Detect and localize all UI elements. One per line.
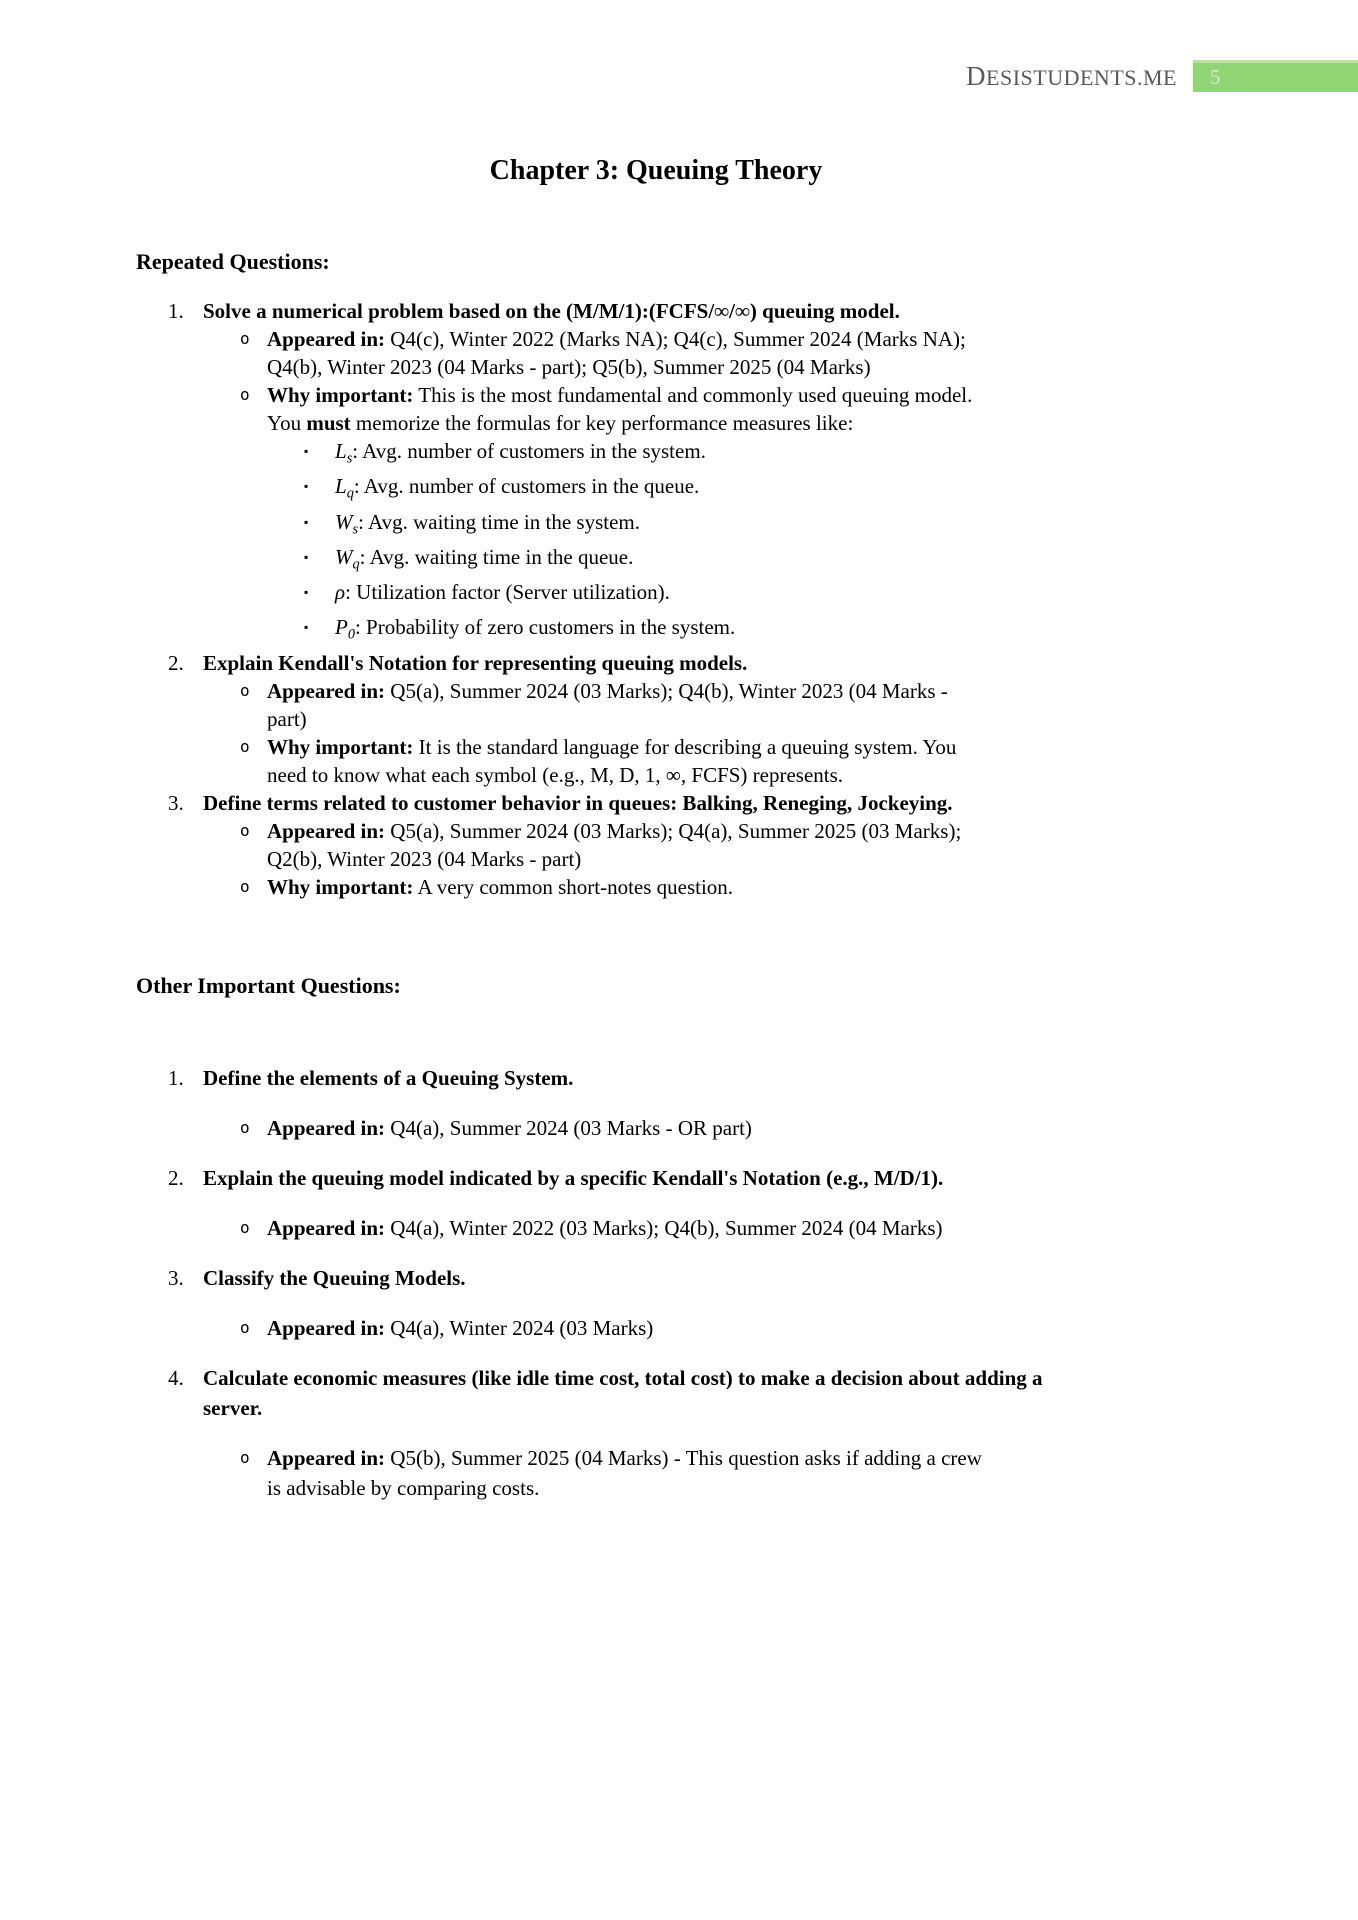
question-body	[203, 1063, 1075, 1163]
site-name: DESISTUDENTS.ME	[966, 60, 1177, 91]
formula-description: : Avg. waiting time in the queue.	[359, 544, 634, 569]
circle-bullet-icon: o	[240, 1217, 250, 1237]
question-title: Define the elements of a Queuing System.	[203, 1065, 574, 1090]
appeared-bullet	[203, 1443, 1075, 1503]
question-number: 2.	[168, 650, 184, 675]
formula-description: : Probability of zero customers in the system.	[354, 615, 736, 640]
formula-subscript: s	[352, 520, 359, 537]
appeared-bullet	[203, 1313, 1075, 1343]
section-heading-repeated-questions: Repeated Questions:	[136, 249, 330, 274]
circle-bullet-icon: o	[240, 1447, 250, 1467]
square-bullet-icon: ▪	[304, 514, 309, 529]
appeared-text	[267, 1313, 991, 1343]
square-bullet-icon: ▪	[304, 585, 309, 600]
appeared-value: Q5(b), Summer 2025 (04 Marks) - This question asks if adding a crew is advisable by comparing costs.	[267, 1445, 982, 1500]
question-item-1	[136, 297, 1358, 649]
circle-bullet-icon: o	[240, 876, 250, 896]
formula-symbol: L	[335, 439, 347, 463]
appeared-label: Appeared in:	[267, 1115, 386, 1140]
appeared-text	[267, 677, 973, 733]
why-label: Why important:	[267, 874, 414, 899]
question-title: Solve a numerical problem based on the (M/M/1):(FCFS/∞/∞) queuing model.	[203, 299, 900, 323]
question-item-3	[136, 789, 1358, 901]
appeared-label: Appeared in:	[267, 327, 386, 351]
appeared-bullet	[203, 1113, 1075, 1143]
appeared-bullet	[203, 677, 1075, 733]
formula-text	[335, 543, 633, 578]
why-bullet	[203, 873, 1075, 901]
appeared-bullet	[203, 817, 1075, 873]
appeared-text	[267, 1113, 991, 1143]
formula-text	[335, 613, 735, 648]
formula-description: : Avg. number of customers in the queue.	[353, 474, 700, 499]
question-body	[203, 1263, 1075, 1363]
why-text	[267, 873, 973, 901]
appeared-text	[267, 1213, 991, 1243]
appeared-label: Appeared in:	[267, 678, 386, 703]
appeared-value: Q4(a), Summer 2024 (03 Marks - OR part)	[385, 1115, 752, 1140]
question-item-2	[136, 1163, 1358, 1263]
formula-item-lq	[203, 472, 1075, 507]
square-bullet-icon: ▪	[304, 479, 309, 494]
formula-symbol: ρ	[335, 580, 346, 605]
formula-item-wq	[203, 543, 1075, 578]
circle-bullet-icon: o	[240, 1117, 250, 1137]
question-number: 2.	[168, 1165, 184, 1190]
section-heading-other-important-questions: Other Important Questions:	[136, 972, 401, 998]
formula-symbol: P	[335, 615, 348, 640]
question-body	[203, 297, 1075, 649]
question-item-2	[136, 649, 1358, 789]
appeared-value: Q4(c), Winter 2022 (Marks NA); Q4(c), Summer 2024 (Marks NA); Q4(b), Winter 2023 (04 Marks - part); Q5(b), Summer 2025 (04 Marks)	[267, 327, 966, 379]
why-label: Why important:	[267, 383, 414, 407]
formula-symbol: L	[335, 474, 347, 499]
circle-bullet-icon: o	[240, 1317, 250, 1337]
formula-description: : Avg. number of customers in the system.	[352, 439, 706, 463]
why-bullet	[203, 733, 1075, 789]
formula-text	[335, 472, 699, 507]
appeared-label: Appeared in:	[267, 1445, 386, 1470]
other-questions-list	[136, 1063, 1358, 1523]
formula-item-ws	[203, 508, 1075, 543]
why-value: A very common short-notes question.	[413, 874, 734, 899]
question-number: 3.	[168, 790, 184, 815]
question-body	[203, 1163, 1075, 1263]
question-item-1	[136, 1063, 1358, 1163]
question-body	[203, 789, 1075, 901]
question-item-3	[136, 1263, 1358, 1363]
formula-subscript: s	[346, 450, 353, 467]
why-text	[267, 381, 973, 437]
repeated-questions-list	[136, 297, 1358, 901]
appeared-text	[267, 817, 973, 873]
page-number-badge: 5	[1193, 60, 1358, 92]
formula-subscript: q	[352, 556, 360, 573]
square-bullet-icon: ▪	[304, 620, 309, 635]
formula-text	[335, 508, 640, 543]
appeared-label: Appeared in:	[267, 1315, 386, 1340]
appeared-label: Appeared in:	[267, 1215, 386, 1240]
appeared-text	[267, 325, 973, 381]
question-number: 4.	[168, 1365, 184, 1390]
formula-item-rho	[203, 578, 1075, 613]
appeared-value: Q4(a), Winter 2022 (03 Marks); Q4(b), Summer 2024 (04 Marks)	[385, 1215, 943, 1240]
formula-subscript: 0	[347, 626, 355, 643]
appeared-bullet	[203, 1213, 1075, 1243]
formula-description: : Utilization factor (Server utilization).	[345, 580, 670, 605]
appeared-label: Appeared in:	[267, 818, 386, 843]
question-title: Define terms related to customer behavior in queues: Balking, Reneging, Jockeying.	[203, 790, 953, 815]
why-value: It is the standard language for describing a queuing system. You need to know what each symbol (e.g., M, D, 1, ∞, FCFS) represents.	[267, 734, 957, 787]
appeared-value: Q5(a), Summer 2024 (03 Marks); Q4(b), Winter 2023 (04 Marks - part)	[267, 678, 948, 731]
formula-text	[335, 578, 670, 613]
question-title: Calculate economic measures (like idle time cost, total cost) to make a decision about adding a server.	[203, 1365, 1043, 1420]
formula-item-ls	[203, 437, 1075, 472]
circle-bullet-icon: o	[240, 385, 250, 404]
formula-item-p0	[203, 613, 1075, 648]
question-number: 1.	[168, 1065, 184, 1090]
question-title: Explain the queuing model indicated by a specific Kendall's Notation (e.g., M/D/1).	[203, 1165, 944, 1190]
square-bullet-icon: ▪	[304, 549, 309, 564]
circle-bullet-icon: o	[240, 680, 250, 700]
why-bullet	[203, 381, 1075, 437]
question-title: Classify the Queuing Models.	[203, 1265, 466, 1290]
question-number: 1.	[168, 299, 184, 323]
why-value-pre: This is the most fundamental and commonly used queuing model. You	[267, 383, 973, 435]
question-body	[203, 1363, 1075, 1523]
why-text	[267, 733, 973, 789]
appeared-value: Q4(a), Winter 2024 (03 Marks)	[385, 1315, 654, 1340]
question-item-4	[136, 1363, 1358, 1523]
question-number: 3.	[168, 1265, 184, 1290]
square-bullet-icon: ▪	[304, 444, 309, 458]
why-emphasis: must	[306, 411, 351, 435]
page-title: Chapter 3: Queuing Theory	[489, 155, 823, 186]
question-title: Explain Kendall's Notation for representing queuing models.	[203, 650, 748, 675]
formula-subscript: q	[346, 485, 354, 502]
question-body	[203, 649, 1075, 789]
appeared-text	[267, 1443, 991, 1503]
formula-text	[335, 437, 706, 472]
why-label: Why important:	[267, 734, 414, 759]
circle-bullet-icon: o	[240, 329, 250, 348]
formula-symbol: W	[335, 544, 353, 569]
appeared-bullet	[203, 325, 1075, 381]
formula-symbol: W	[335, 509, 353, 534]
formula-description: : Avg. waiting time in the system.	[358, 509, 640, 534]
why-value-post: memorize the formulas for key performance measures like:	[350, 411, 854, 435]
page-header	[0, 60, 1358, 92]
appeared-value: Q5(a), Summer 2024 (03 Marks); Q4(a), Summer 2025 (03 Marks); Q2(b), Winter 2023 (04 Marks - part)	[267, 818, 962, 871]
circle-bullet-icon: o	[240, 820, 250, 840]
circle-bullet-icon: o	[240, 736, 250, 756]
